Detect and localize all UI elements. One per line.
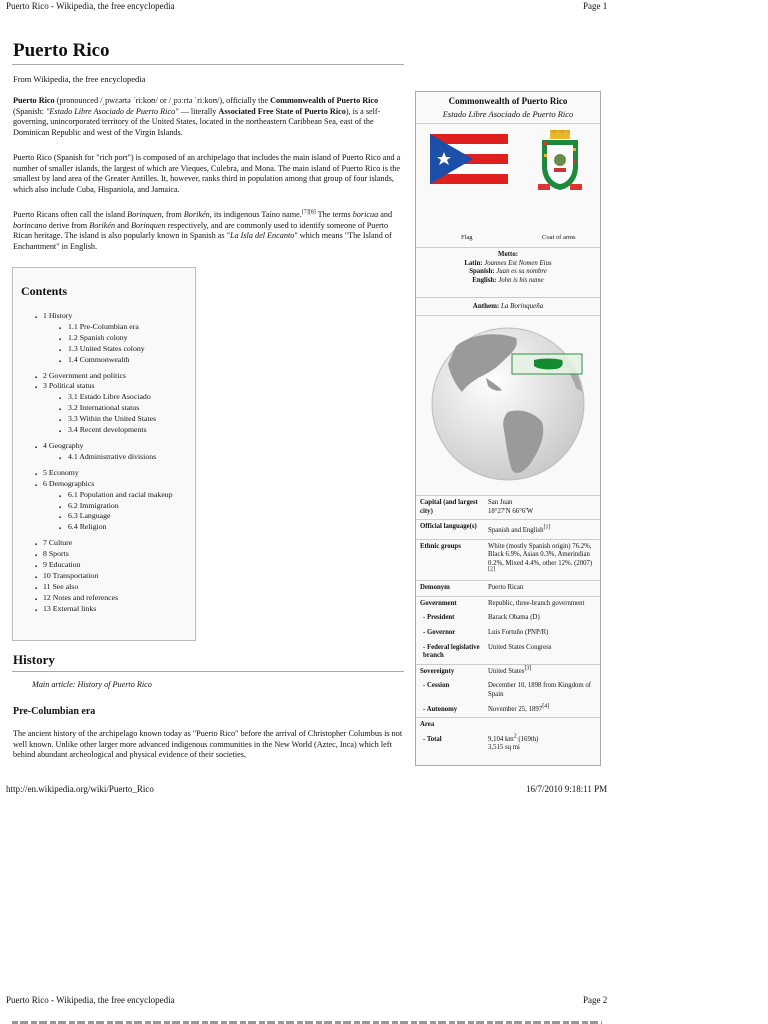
- intro-paragraph-3: [13, 210, 403, 252]
- toc-item[interactable]: ▪ 11 See also: [21, 582, 195, 593]
- row-capital-value: [488, 499, 600, 516]
- infobox-title: Commonwealth of Puerto Rico: [448, 96, 568, 106]
- text-span: The terms: [315, 210, 353, 219]
- coat-of-arms-caption[interactable]: Coat of arms: [542, 234, 576, 241]
- row-languages-label: Official language(s): [420, 523, 477, 531]
- row-governor-label: - Governor: [423, 628, 456, 636]
- row-autonomy-value: [488, 703, 600, 715]
- intro-paragraph-2: Puerto Rico (Spanish for "rich port") is composed of an archipelago that includes the main island of Puerto Rico and a number of smaller islands, the largest of which are Vieques, Culebra, and Mona. The main island of Puerto Rico is the smallest by land area of the Greater Antilles. It, however, ranks third in population among that group of four islands, which also include Cuba, Hispaniola, and Jamaica.: [13, 153, 401, 194]
- row-government: [416, 597, 600, 612]
- spanish-name: "Estado Libre Asociado de Puerto Rico": [45, 106, 179, 116]
- term-commonwealth: Commonwealth of Puerto Rico: [270, 96, 379, 105]
- toc-item[interactable]: ▪ 1.4 Commonwealth: [21, 355, 195, 366]
- term-boriken-2: Borikén: [89, 220, 116, 230]
- text-span: and: [378, 210, 393, 219]
- term-boriken: Borikén: [183, 210, 210, 219]
- motto-english: [416, 277, 600, 286]
- row-president-value[interactable]: Barack Obama (D): [488, 614, 540, 622]
- capital-link[interactable]: San Juan: [488, 499, 513, 506]
- section-heading-history: History: [13, 652, 55, 667]
- row-president: [416, 611, 600, 626]
- history-divider: [12, 671, 404, 672]
- area-rank[interactable]: (169th): [516, 735, 539, 743]
- motto-label: Motto:: [497, 251, 518, 258]
- print-header-title: Puerto Rico - Wikipedia, the free encyclopedia: [6, 1, 175, 11]
- flag-image[interactable]: [430, 134, 508, 184]
- precolumbian-paragraph: The ancient history of the archipelago known today as "Puerto Rico" before the arrival of Christopher Columbus is not well known. Unlike other larger more advanced indigenous communities in the New World (Aztec, Inca) which left behind abundant archeological and physical evidence of their societies,: [13, 729, 403, 760]
- print-page-number: Page 1: [583, 1, 608, 11]
- location-map[interactable]: [416, 316, 600, 496]
- toc-item[interactable]: ▪ 5 Economy: [21, 468, 195, 479]
- row-sovereignty-value: [488, 665, 600, 677]
- page-title: Puerto Rico: [13, 40, 110, 61]
- print-header-title-page2: Puerto Rico - Wikipedia, the free encyclopedia: [6, 995, 175, 1005]
- row-ethnic-value: [488, 543, 600, 577]
- text-span: respectively, and are commonly used to identify someone of Puerto Rican heritage. The island is also popularly known in Spanish as ": [13, 220, 389, 241]
- row-area-label: Area: [420, 721, 435, 729]
- motto-latin-label: Latin:: [464, 259, 483, 267]
- globe-map-image[interactable]: [416, 316, 601, 496]
- row-total-label: - Total: [423, 735, 442, 743]
- text-span: ), is a self-governing, unincorporated territory of the United States, located in the northeastern Caribbean Sea, east of the Dominican Republic and west of the Virgin Islands.: [13, 106, 381, 137]
- row-capital-label: Capital (and largest city): [420, 499, 478, 515]
- ethnic-text: White (mostly Spanish origin) 76.2%, Black 6.9%, Asian 0.3%, Amerindian 0.2%, Mixed 4.4%, other 12%. (2007): [488, 542, 593, 567]
- section-heading-precolumbian: Pre-Columbian era: [13, 706, 96, 717]
- toc-item[interactable]: ▪ 6 Demographics: [21, 479, 195, 490]
- anthem-link[interactable]: La Borinqueña: [501, 302, 544, 310]
- row-capital: [416, 496, 600, 520]
- toc-item[interactable]: ▪ 13 External links: [21, 604, 195, 615]
- row-ethnic-label: Ethnic groups: [420, 542, 461, 550]
- toc-item[interactable]: ▪ 1.3 United States colony: [21, 344, 195, 355]
- row-government-value[interactable]: Republic, three-branch government: [488, 599, 585, 607]
- row-government-label: Government: [420, 599, 457, 607]
- infobox-subtitle: Estado Libre Asociado de Puerto Rico: [442, 109, 574, 119]
- coat-of-arms-image[interactable]: [536, 128, 584, 194]
- row-area: [416, 718, 600, 733]
- row-cession-label: - Cession: [423, 682, 450, 690]
- motto-latin-text: Joannes Est Nomen Eius: [484, 259, 552, 267]
- toc-item[interactable]: ▪ 3 Political status: [21, 381, 195, 392]
- motto-spanish-text: Juan es su nombre: [496, 268, 547, 276]
- citation-link[interactable]: [7][8]: [301, 209, 316, 216]
- motto-spanish: [416, 268, 600, 277]
- toc-item[interactable]: ▪ 6.3 Language: [21, 511, 195, 522]
- motto-spanish-label: Spanish:: [469, 268, 495, 276]
- infobox-symbols: [416, 124, 600, 248]
- print-page-number-page2: Page 2: [583, 995, 608, 1005]
- toc-item[interactable]: ▪ 4 Geography: [21, 441, 195, 452]
- text-span: , its indigenous Taíno name.: [209, 210, 302, 219]
- toc-item[interactable]: ▪ 1 History: [21, 311, 195, 322]
- area-km: 9,104 km: [488, 735, 514, 743]
- text-span: (pronounced /ˌpwɛərtə ˈriːkoʊ/ or /ˌpɔːrtə ˈriːkoʊ/), officially the: [54, 96, 271, 105]
- row-languages-value: [488, 523, 600, 536]
- intro-paragraph-1: [13, 96, 403, 138]
- toc-list: [21, 311, 195, 615]
- infobox: [415, 91, 601, 766]
- text-span: " which means "The Island of Enchantment" in English.: [13, 231, 392, 251]
- row-total-value: [488, 733, 600, 753]
- title-divider: [12, 64, 404, 65]
- term-associated-free-state: Associated Free State of Puerto Rico: [218, 106, 346, 116]
- row-autonomy-label: - Autonomy: [423, 705, 458, 713]
- row-cession: [416, 679, 600, 702]
- print-footer-datetime: 16/7/2010 9:18:11 PM: [526, 784, 608, 794]
- row-sovereignty: [416, 665, 600, 680]
- page2-cropped-text-line: [12, 1017, 602, 1024]
- toc-item[interactable]: ▪ 1.1 Pre-Columbian era: [21, 322, 195, 333]
- languages-text: Spanish and English: [488, 527, 544, 535]
- row-official-languages: [416, 520, 600, 540]
- term-boricua: boricua: [352, 210, 379, 219]
- text-span: , from: [161, 210, 184, 219]
- text-span: — literally: [178, 106, 219, 116]
- citation-link[interactable]: [4]: [542, 703, 550, 710]
- capital-coordinates[interactable]: 18°27′N 66°6′W: [488, 507, 534, 515]
- main-article-link[interactable]: Main article: History of Puerto Rico: [32, 680, 152, 689]
- print-footer-url[interactable]: http://en.wikipedia.org/wiki/Puerto_Rico: [6, 784, 154, 794]
- row-federal-legislature: [416, 641, 600, 665]
- infobox-anthem: [416, 298, 600, 316]
- autonomy-link[interactable]: November 25, 1897: [488, 705, 543, 713]
- row-president-label: - President: [423, 614, 455, 622]
- citation-link[interactable]: [1]: [543, 524, 551, 531]
- toc-item[interactable]: ▪ 7 Culture: [21, 538, 195, 549]
- toc-item[interactable]: ▪ 3.2 International status: [21, 403, 195, 414]
- row-demonym: [416, 581, 600, 597]
- text-span: and: [115, 220, 132, 230]
- term-puerto-rico: Puerto Rico: [13, 96, 55, 105]
- infobox-header: [416, 92, 600, 124]
- toc-item[interactable]: ▪ 10 Transportation: [21, 571, 195, 582]
- citation-link[interactable]: [2]: [488, 566, 495, 573]
- area-mi: 3,515 sq mi: [488, 744, 520, 752]
- sovereignty-link[interactable]: United States: [488, 667, 525, 675]
- term-borinquen-2: Borinquen: [131, 220, 166, 230]
- toc-item[interactable]: ▪ 12 Notes and references: [21, 593, 195, 604]
- term-borincano: borincano: [13, 220, 47, 230]
- toc-item[interactable]: ▪ 1.2 Spanish colony: [21, 333, 195, 344]
- toc-item[interactable]: ▪ 9 Education: [21, 560, 195, 571]
- text-span: derive from: [46, 220, 90, 230]
- text-span: Puerto Ricans often call the island: [13, 210, 128, 219]
- row-area-total: [416, 733, 600, 756]
- row-governor: [416, 626, 600, 641]
- infobox-motto: [416, 248, 600, 298]
- motto-english-text: John is his name: [498, 277, 544, 285]
- motto-latin: [416, 260, 600, 269]
- term-borinquen: Borinquen: [127, 210, 162, 219]
- toc-item[interactable]: ▪ 8 Sports: [21, 549, 195, 560]
- toc-item[interactable]: ▪ 3.1 Estado Libre Asociado: [21, 392, 195, 403]
- toc-item[interactable]: ▪ 4.1 Administrative divisions: [21, 452, 195, 463]
- row-demonym-value[interactable]: Puerto Rican: [488, 584, 524, 592]
- row-ethnic-groups: [416, 540, 600, 581]
- flag-caption[interactable]: Flag: [461, 234, 473, 241]
- article-source-line: From Wikipedia, the free encyclopedia: [13, 74, 146, 84]
- motto-english-label: English:: [472, 277, 497, 285]
- table-of-contents: [12, 267, 196, 641]
- area-superscript: 2: [513, 733, 517, 740]
- row-cession-value[interactable]: December 10, 1898 from Kingdom of Spain: [488, 682, 592, 698]
- toc-item[interactable]: ▪ 6.1 Population and racial makeup: [21, 490, 195, 501]
- citation-link[interactable]: [3]: [524, 665, 532, 672]
- toc-item[interactable]: ▪ 3.3 Within the United States: [21, 414, 195, 425]
- toc-item[interactable]: ▪ 6.4 Religion: [21, 522, 195, 533]
- text-span: (Spanish:: [13, 106, 46, 116]
- row-area-value: [488, 721, 600, 730]
- row-federal-label: - Federal legislative branch: [423, 643, 480, 660]
- row-sovereignty-label: Sovereignty: [420, 667, 455, 675]
- row-governor-value[interactable]: Luis Fortuño (PNP/R): [488, 628, 549, 636]
- toc-item[interactable]: ▪ 3.4 Recent developments: [21, 425, 195, 436]
- toc-item[interactable]: ▪ 2 Government and politics: [21, 371, 195, 382]
- row-autonomy: [416, 703, 600, 719]
- anthem-label: Anthem:: [472, 302, 500, 310]
- row-demonym-label: Demonym: [420, 584, 450, 592]
- row-federal-value[interactable]: United States Congress: [488, 643, 552, 651]
- term-isla-del-encanto: La Isla del Encanto: [229, 231, 295, 241]
- toc-title: Contents: [21, 284, 68, 298]
- toc-item[interactable]: ▪ 6.2 Immigration: [21, 501, 195, 512]
